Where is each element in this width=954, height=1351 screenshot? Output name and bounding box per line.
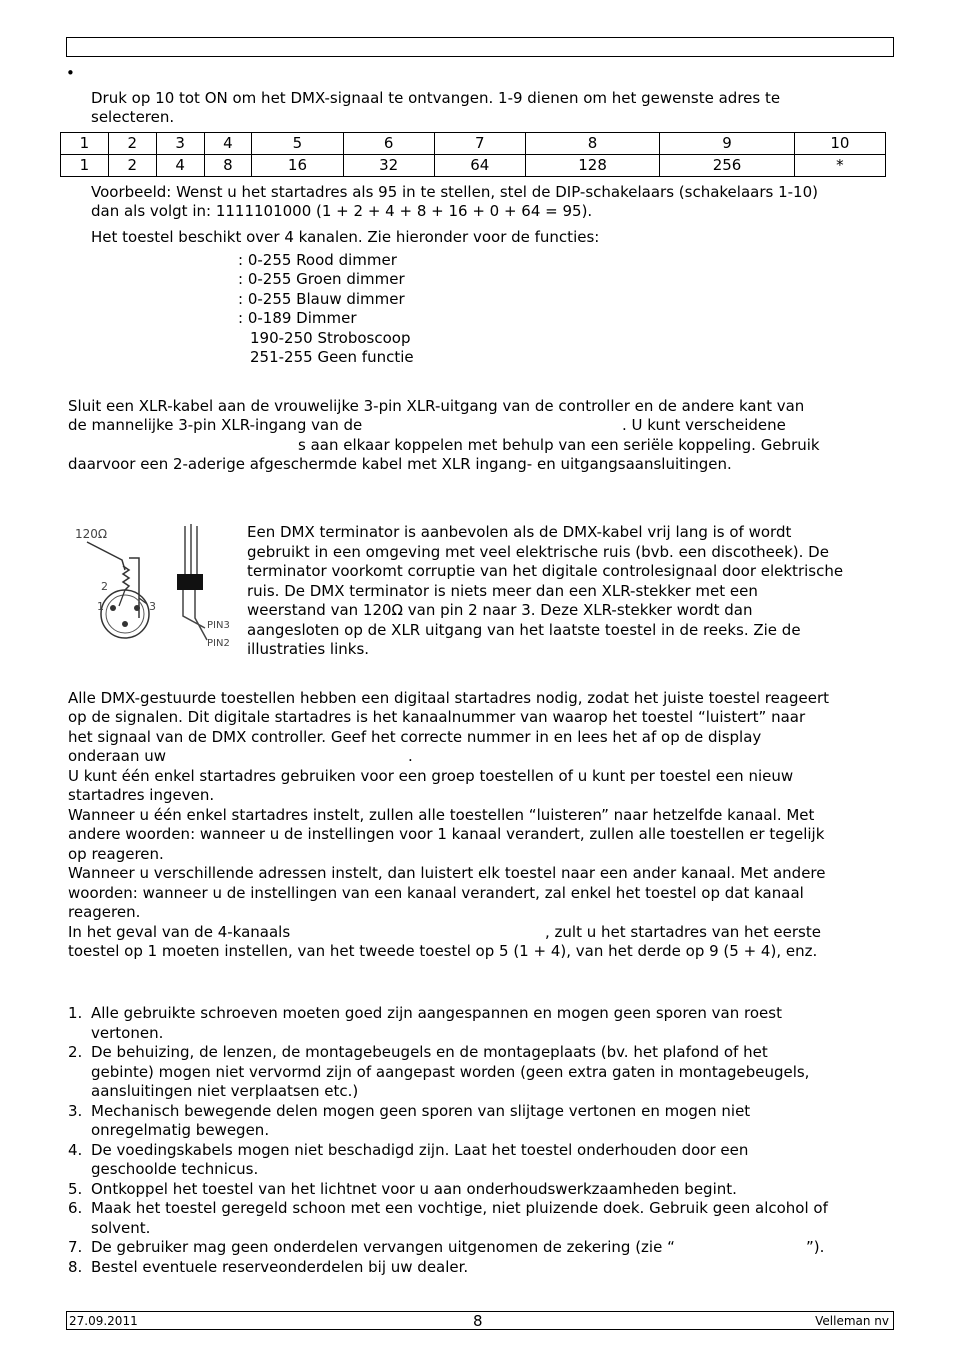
example-line-2: dan als volgt in: 1111101000 (1 + 2 + 4 + 8 + 16 + 0 + 64 = 95).	[91, 202, 593, 220]
terminator-line: terminator voorkomt corruptie van het digitale controlesignaal door elektrische	[247, 562, 844, 580]
page-footer	[66, 1311, 894, 1330]
table-cell: 32	[343, 155, 434, 177]
terminator-line: ruis. De DMX terminator is niets meer dan een XLR-stekker met een	[247, 582, 758, 600]
address-line: U kunt één enkel startadres gebruiken voor een groep toestellen of u kunt per toestel een nieuw	[68, 767, 794, 785]
dip-switch-table	[60, 132, 886, 177]
list-number: 1.	[68, 1004, 83, 1022]
header-box	[66, 37, 894, 57]
list-number: 3.	[68, 1102, 83, 1120]
list-item: Maak het toestel geregeld schoon met een vochtige, niet pluizende doek. Gebruik geen alcohol of	[91, 1199, 828, 1217]
table-cell: 6	[343, 133, 434, 155]
list-number: 7.	[68, 1238, 83, 1256]
list-item: De voedingskabels mogen niet beschadigd zijn. Laat het toestel onderhouden door een	[91, 1141, 749, 1159]
table-cell: 1	[61, 133, 109, 155]
footer-company: Velleman nv	[815, 1314, 889, 1328]
channels-intro: Het toestel beschikt over 4 kanalen. Zie hieronder voor de functies:	[91, 228, 600, 246]
terminator-line: illustraties links.	[247, 640, 370, 658]
intro-line-1: Druk op 10 tot ON om het DMX-signaal te ontvangen. 1-9 dienen om het gewenste adres te	[91, 89, 781, 107]
list-item: onregelmatig bewegen.	[91, 1121, 270, 1139]
table-cell: 16	[252, 155, 343, 177]
table-cell: 64	[434, 155, 525, 177]
table-cell: 4	[204, 133, 252, 155]
table-cell: 1	[61, 155, 109, 177]
list-item: vertonen.	[91, 1024, 164, 1042]
table-cell: 7	[434, 133, 525, 155]
pin-number-3: 3	[149, 600, 156, 613]
list-item: Bestel eventuele reserveonderdelen bij uw dealer.	[91, 1258, 469, 1276]
list-item: De gebruiker mag geen onderdelen vervangen uitgenomen de zekering (zie “	[91, 1238, 675, 1256]
address-line: Wanneer u verschillende adressen instelt, dan luistert elk toestel naar een ander kanaal. Met andere	[68, 864, 826, 882]
list-number: 2.	[68, 1043, 83, 1061]
connection-line-3: s aan elkaar koppelen met behulp van een seriële koppeling. Gebruik	[298, 436, 820, 454]
channel-item: 251-255 Geen functie	[250, 348, 414, 366]
connection-line-1: Sluit een XLR-kabel aan de vrouwelijke 3-pin XLR-uitgang van de controller en de andere kant van	[68, 397, 805, 415]
example-line-1: Voorbeeld: Wenst u het startadres als 95 in te stellen, stel de DIP-schakelaars (schakelaars 1-10)	[91, 183, 818, 201]
table-cell: *	[794, 155, 885, 177]
table-cell: 8	[204, 155, 252, 177]
address-line: onderaan uw	[68, 747, 167, 765]
page-number: 8	[473, 1312, 483, 1330]
intro-line-2: selecteren.	[91, 108, 175, 126]
ohm-label: 120Ω	[75, 527, 108, 541]
address-line: Wanneer u één enkel startadres instelt, zullen alle toestellen “luisteren” naar hetzelfde kanaal. Met	[68, 806, 815, 824]
table-cell: 256	[660, 155, 794, 177]
list-item: Ontkoppel het toestel van het lichtnet voor u aan onderhoudswerkzaamheden begint.	[91, 1180, 737, 1198]
table-cell: 2	[108, 155, 156, 177]
list-number: 5.	[68, 1180, 83, 1198]
channel-item: : 0-255 Rood dimmer	[238, 251, 397, 269]
terminator-line: gebruikt in een omgeving met veel elektrische ruis (bvb. een discotheek). De	[247, 543, 829, 561]
address-line: op reageren.	[68, 845, 164, 863]
table-row	[61, 133, 886, 155]
list-item: gebinte) mogen niet vervormd zijn of aangepast worden (geen extra gaten in montagebeugels,	[91, 1063, 810, 1081]
channel-item: 190-250 Stroboscoop	[250, 329, 411, 347]
bullet-dot: •	[66, 64, 75, 82]
address-line: startadres ingeven.	[68, 786, 215, 804]
channel-item: : 0-255 Groen dimmer	[238, 270, 405, 288]
table-cell: 3	[156, 133, 204, 155]
table-row	[61, 155, 886, 177]
list-item: geschoolde technicus.	[91, 1160, 259, 1178]
connection-line-2b: . U kunt verscheidene	[622, 416, 786, 434]
terminator-line: weerstand van 120Ω van pin 2 naar 3. Deze XLR-stekker wordt dan	[247, 601, 753, 619]
address-line: het signaal van de DMX controller. Geef het correcte nummer in en lees het af op de display	[68, 728, 762, 746]
pin3-label: PIN3	[207, 620, 230, 631]
list-item: aansluitingen niet verplaatsen etc.)	[91, 1082, 359, 1100]
pin-number-1: 1	[97, 600, 104, 613]
address-dot: .	[408, 747, 413, 765]
list-item: Alle gebruikte schroeven moeten goed zijn aangespannen en mogen geen sporen van roest	[91, 1004, 782, 1022]
list-item: solvent.	[91, 1219, 151, 1237]
table-cell: 8	[525, 133, 659, 155]
address-tail: , zult u het startadres van het eerste	[545, 923, 821, 941]
table-cell: 128	[525, 155, 659, 177]
table-cell: 10	[794, 133, 885, 155]
table-cell: 4	[156, 155, 204, 177]
address-line: op de signalen. Dit digitale startadres is het kanaalnummer van waarop het toestel “luistert” naar	[68, 708, 806, 726]
list-item: De behuizing, de lenzen, de montagebeugels en de montageplaats (bv. het plafond of het	[91, 1043, 768, 1061]
terminator-line: Een DMX terminator is aanbevolen als de DMX-kabel vrij lang is of wordt	[247, 523, 792, 541]
list-item: Mechanisch bewegende delen mogen geen sporen van slijtage vertonen en mogen niet	[91, 1102, 751, 1120]
pin2-label: PIN2	[207, 638, 230, 649]
address-line: reageren.	[68, 903, 141, 921]
address-line: woorden: wanneer u de instellingen van een kanaal verandert, zal enkel het toestel op dat kanaal	[68, 884, 804, 902]
table-cell: 5	[252, 133, 343, 155]
list-number: 4.	[68, 1141, 83, 1159]
list-number: 8.	[68, 1258, 83, 1276]
table-cell: 9	[660, 133, 794, 155]
address-line: andere woorden: wanneer u de instellingen voor 1 kanaal verandert, zullen alle toestellen er tegelijk	[68, 825, 825, 843]
terminator-line: aangesloten op de XLR uitgang van het laatste toestel in de reeks. Zie de	[247, 621, 801, 639]
table-cell: 2	[108, 133, 156, 155]
xlr-terminator-illustration	[67, 518, 235, 654]
list-number: 6.	[68, 1199, 83, 1217]
channel-item: : 0-189 Dimmer	[238, 309, 357, 327]
connection-line-4: daarvoor een 2-aderige afgeschermde kabel met XLR ingang- en uitgangsaansluitingen.	[68, 455, 732, 473]
channel-item: : 0-255 Blauw dimmer	[238, 290, 405, 308]
footer-date: 27.09.2011	[69, 1314, 138, 1328]
connection-line-2a: de mannelijke 3-pin XLR-ingang van de	[68, 416, 363, 434]
address-line: In het geval van de 4-kanaals	[68, 923, 291, 941]
address-line: Alle DMX-gestuurde toestellen hebben een digitaal startadres nodig, zodat het juiste toestel reageert	[68, 689, 830, 707]
pin-number-2: 2	[101, 580, 108, 593]
address-line: toestel op 1 moeten instellen, van het tweede toestel op 5 (1 + 4), van het derde op 9 (5 + 4), enz.	[68, 942, 818, 960]
list-item-tail: ”).	[806, 1238, 825, 1256]
